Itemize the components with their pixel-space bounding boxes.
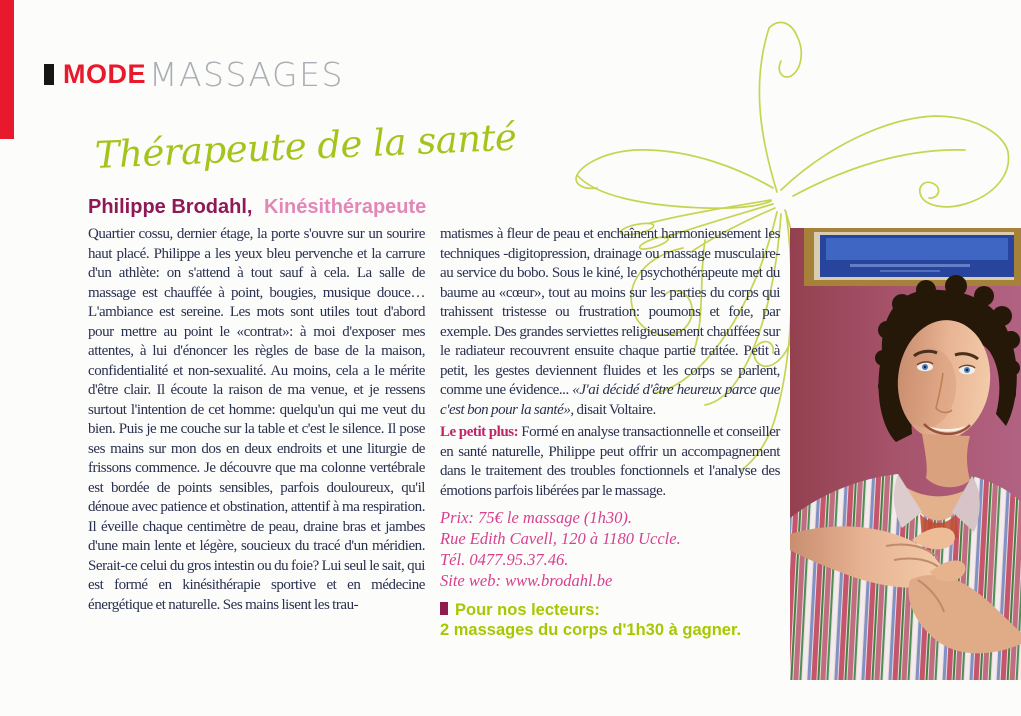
petit-plus-paragraph	[440, 423, 780, 501]
address-line: Rue Edith Cavell, 120 à 1180 Uccle.	[440, 529, 681, 548]
readers-label-line	[440, 600, 780, 620]
contact-block	[440, 507, 780, 591]
petit-plus-label: Le petit plus:	[440, 424, 519, 440]
article-column-right	[440, 225, 780, 640]
framed-picture	[804, 228, 1021, 286]
readers-marker-icon	[440, 602, 448, 615]
quote-attribution: disait Voltaire.	[573, 401, 656, 418]
phone-line: Tél. 0477.95.37.46.	[440, 550, 569, 569]
voltaire-quote: «J'ai décidé d'être heureux parce que c'est bon pour la santé»,	[440, 382, 780, 418]
portrait-photo	[790, 228, 1021, 680]
paragraph-text: matismes à fleur de peau et enchaînent harmonieusement les techniques -digitopression, drainage ou massage musculaire- au service du bobo. Sous le kiné, le psychothérapeute met du baume au «cœur», tout au moins sur les parties du corps qui trahissent tristesse ou frustration: poumons et foie, par exemple. Des grandes serviettes religieusement chauffées sur le radiateur recouvrent ensuite chaque partie traitée. Petit à petit, les gestes deviennent fluides et les corps se parlent, comme une évidence...	[440, 226, 780, 398]
readers-offer-block	[440, 600, 780, 640]
byline-name: Philippe Brodahl,	[88, 196, 253, 218]
section-marker-icon	[44, 64, 54, 85]
readers-label: Pour nos lecteurs:	[455, 601, 600, 619]
article-paragraph	[440, 225, 780, 420]
section-header	[44, 55, 344, 94]
section-label: MODE	[63, 59, 146, 89]
readers-offer: 2 massages du corps d'1h30 à gagner.	[440, 621, 742, 639]
neck	[922, 434, 970, 487]
topic-label: MASSAGES	[149, 55, 344, 94]
price-line: Prix: 75€ le massage (1h30).	[440, 508, 633, 527]
byline	[88, 196, 426, 219]
article-title: Thérapeute de la santé	[94, 115, 518, 177]
page-edge-accent-bar	[0, 0, 14, 139]
website-line: Site web: www.brodahl.be	[440, 571, 613, 590]
article-column-left: Quartier cossu, dernier étage, la porte s'ouvre sur un sourire haut placé. Philippe a les yeux bleu pervenche et la carrure d'un athlète: on s'attend à tout sauf à cela. La salle de massage est chauffée à point, bougies, musique douce… L'ambiance est sereine. Les mots sont utiles tout d'abord pour mettre au point le «contrat»: à moi d'exposer mes attentes, à lui d'énoncer les règles de base de la maison, confidentialité et non-sexualité. Au moins, cela a le mérite d'être clair. Il écoute la raison de ma venue, et je ressens surtout l'intention de cet homme: quelqu'un qui me veut du bien. Puis je me couche sur la table et c'est le silence. Il pose ses mains sur mon dos en deux endroits et une liturgie de frissons commence. Je découvre que ma colonne vertébrale est bordée de points sensibles, parfois douloureux, qu'il dénoue avec patience et obstination, attentif à ma respiration. Il éveille chaque centimètre de peau, draine bras et jambes d'une main lente et légère, soucieux du tracé d'un méridien. Serait-ce celui du gros intestin ou du foie? Lui seul le sait, qui est formé en kinésithérapie sportive et en médecine énergétique et naturelle. Ses mains lisent les trau-	[88, 226, 425, 613]
petit-plus-text: Formé en analyse transactionnelle et conseiller en santé naturelle, Philippe peut offrir un accompagnement dans le traitement des troubles fonctionnels et l'analyse des émotions parfois libérées par le massage.	[440, 424, 780, 499]
byline-role: Kinésithérapeute	[264, 196, 427, 218]
